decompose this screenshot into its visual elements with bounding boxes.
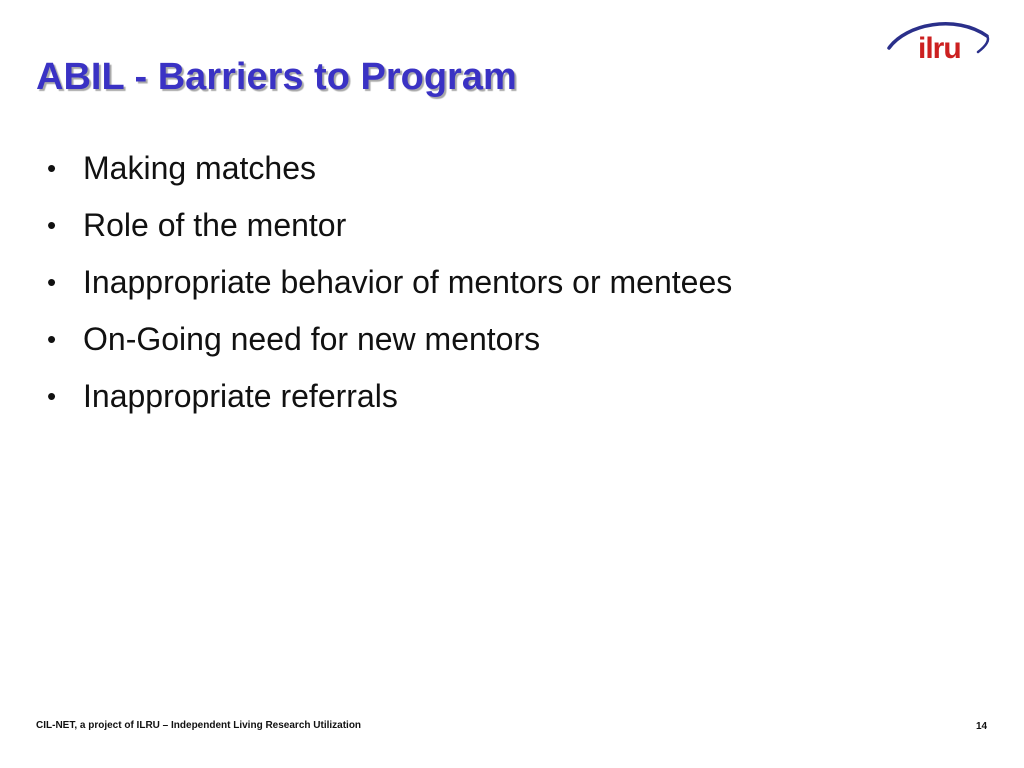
footer-text: CIL-NET, a project of ILRU – Independent Living Research Utilization [36,720,362,731]
bullet-list [44,146,732,431]
bullet-item [44,203,732,260]
ilru-logo [886,18,990,72]
bullet-item [44,317,732,374]
bullet-marker: • [47,210,57,240]
slide-title: ABIL - Barriers to Program [36,56,517,98]
logo-text: ilru [918,32,961,65]
bullet-text: Inappropriate referrals [83,378,398,414]
bullet-item [44,374,732,431]
bullet-text: Inappropriate behavior of mentors or mentees [83,264,733,300]
bullet-marker: • [47,153,57,183]
page-number: 14 [976,721,988,732]
bullet-text: Making matches [83,150,316,186]
bullet-text: Role of the mentor [83,207,347,243]
bullet-marker: • [47,324,57,354]
bullet-text: On-Going need for new mentors [83,321,541,357]
bullet-item [44,146,732,203]
bullet-marker: • [47,381,57,411]
bullet-item [44,260,732,317]
bullet-marker: • [47,267,57,297]
